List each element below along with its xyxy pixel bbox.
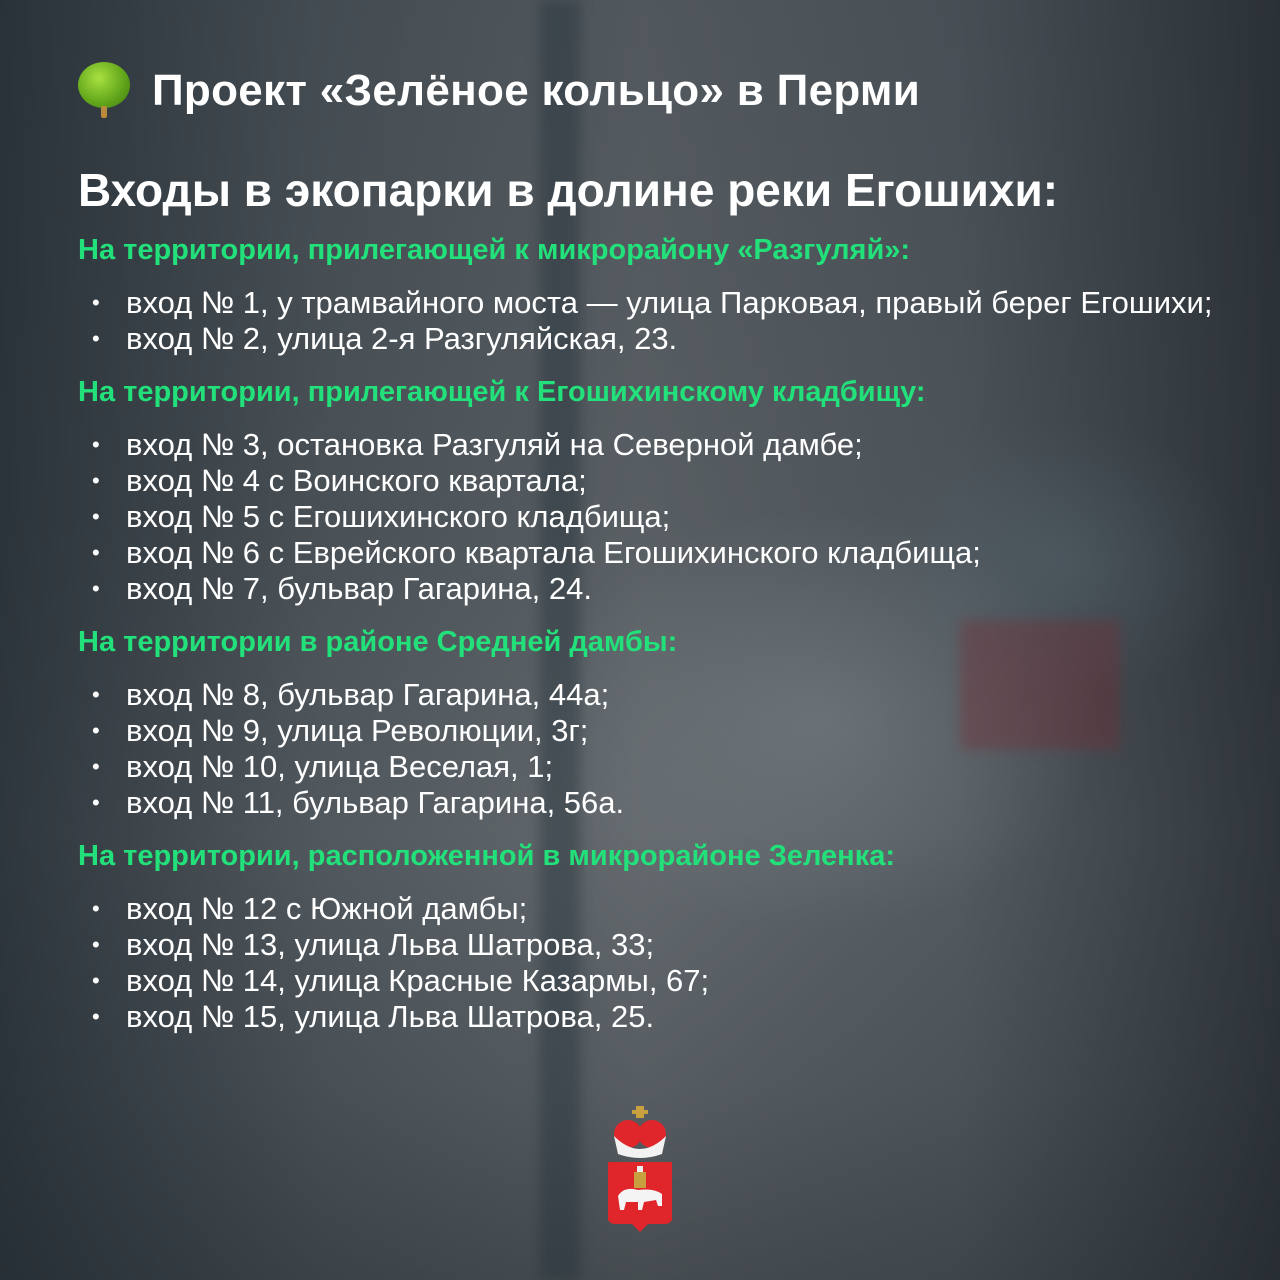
list-item	[78, 964, 1238, 998]
entrance-list	[78, 678, 1238, 820]
bullet-icon: •	[92, 504, 100, 529]
entrance-text: вход № 14, улица Красные Казармы, 67;	[126, 963, 710, 998]
content	[78, 162, 1238, 1052]
bullet-icon: •	[92, 932, 100, 957]
bullet-icon: •	[92, 896, 100, 921]
entrance-text: вход № 15, улица Льва Шатрова, 25.	[126, 999, 655, 1034]
list-item	[78, 678, 1238, 712]
list-item	[78, 1000, 1238, 1034]
section-heading: На территории, прилегающей к микрорайону «Разгуляй»:	[78, 234, 911, 266]
bullet-icon: •	[92, 790, 100, 815]
list-item	[78, 322, 1238, 356]
entrance-text: вход № 8, бульвар Гагарина, 44а;	[126, 677, 610, 712]
sections-list	[78, 232, 1238, 1034]
section-heading: На территории в районе Средней дамбы:	[78, 626, 678, 658]
list-item	[78, 536, 1238, 570]
entrance-text: вход № 12 с Южной дамбы;	[126, 891, 528, 926]
list-item	[78, 428, 1238, 462]
entrance-list	[78, 892, 1238, 1034]
entrance-text: вход № 9, улица Революции, 3г;	[126, 713, 589, 748]
bullet-icon: •	[92, 432, 100, 457]
entrance-text: вход № 1, у трамвайного моста — улица Парковая, правый берег Егошихи;	[126, 285, 1213, 320]
bullet-icon: •	[92, 1004, 100, 1029]
bullet-icon: •	[92, 718, 100, 743]
bullet-icon: •	[92, 468, 100, 493]
bullet-icon: •	[92, 540, 100, 565]
list-item	[78, 928, 1238, 962]
bullet-icon: •	[92, 682, 100, 707]
bullet-icon: •	[92, 326, 100, 351]
section-heading: На территории, прилегающей к Егошихинскому кладбищу:	[78, 376, 926, 408]
entrance-text: вход № 5 с Егошихинского кладбища;	[126, 499, 671, 534]
bullet-icon: •	[92, 576, 100, 601]
list-item	[78, 750, 1238, 784]
entrance-text: вход № 2, улица 2-я Разгуляйская, 23.	[126, 321, 678, 356]
list-item	[78, 500, 1238, 534]
tree-icon	[78, 62, 130, 120]
entrance-list	[78, 286, 1238, 356]
list-item	[78, 572, 1238, 606]
entrance-text: вход № 4 с Воинского квартала;	[126, 463, 587, 498]
header	[78, 62, 920, 120]
list-item	[78, 286, 1238, 320]
list-item	[78, 714, 1238, 748]
bullet-icon: •	[92, 968, 100, 993]
list-item	[78, 464, 1238, 498]
coat-of-arms-icon	[604, 1106, 676, 1234]
subtitle: Входы в экопарки в долине реки Егошихи:	[78, 164, 1059, 216]
bullet-icon: •	[92, 290, 100, 315]
list-item	[78, 892, 1238, 926]
entrance-text: вход № 10, улица Веселая, 1;	[126, 749, 554, 784]
list-item	[78, 786, 1238, 820]
entrance-list	[78, 428, 1238, 606]
entrance-text: вход № 11, бульвар Гагарина, 56а.	[126, 785, 625, 820]
entrance-text: вход № 6 с Еврейского квартала Егошихинского кладбища;	[126, 535, 981, 570]
entrance-text: вход № 3, остановка Разгуляй на Северной дамбе;	[126, 427, 863, 462]
entrance-text: вход № 13, улица Льва Шатрова, 33;	[126, 927, 655, 962]
bullet-icon: •	[92, 754, 100, 779]
entrance-text: вход № 7, бульвар Гагарина, 24.	[126, 571, 592, 606]
section-heading: На территории, расположенной в микрорайоне Зеленка:	[78, 840, 895, 872]
page-title: Проект «Зелёное кольцо» в Перми	[152, 66, 921, 115]
